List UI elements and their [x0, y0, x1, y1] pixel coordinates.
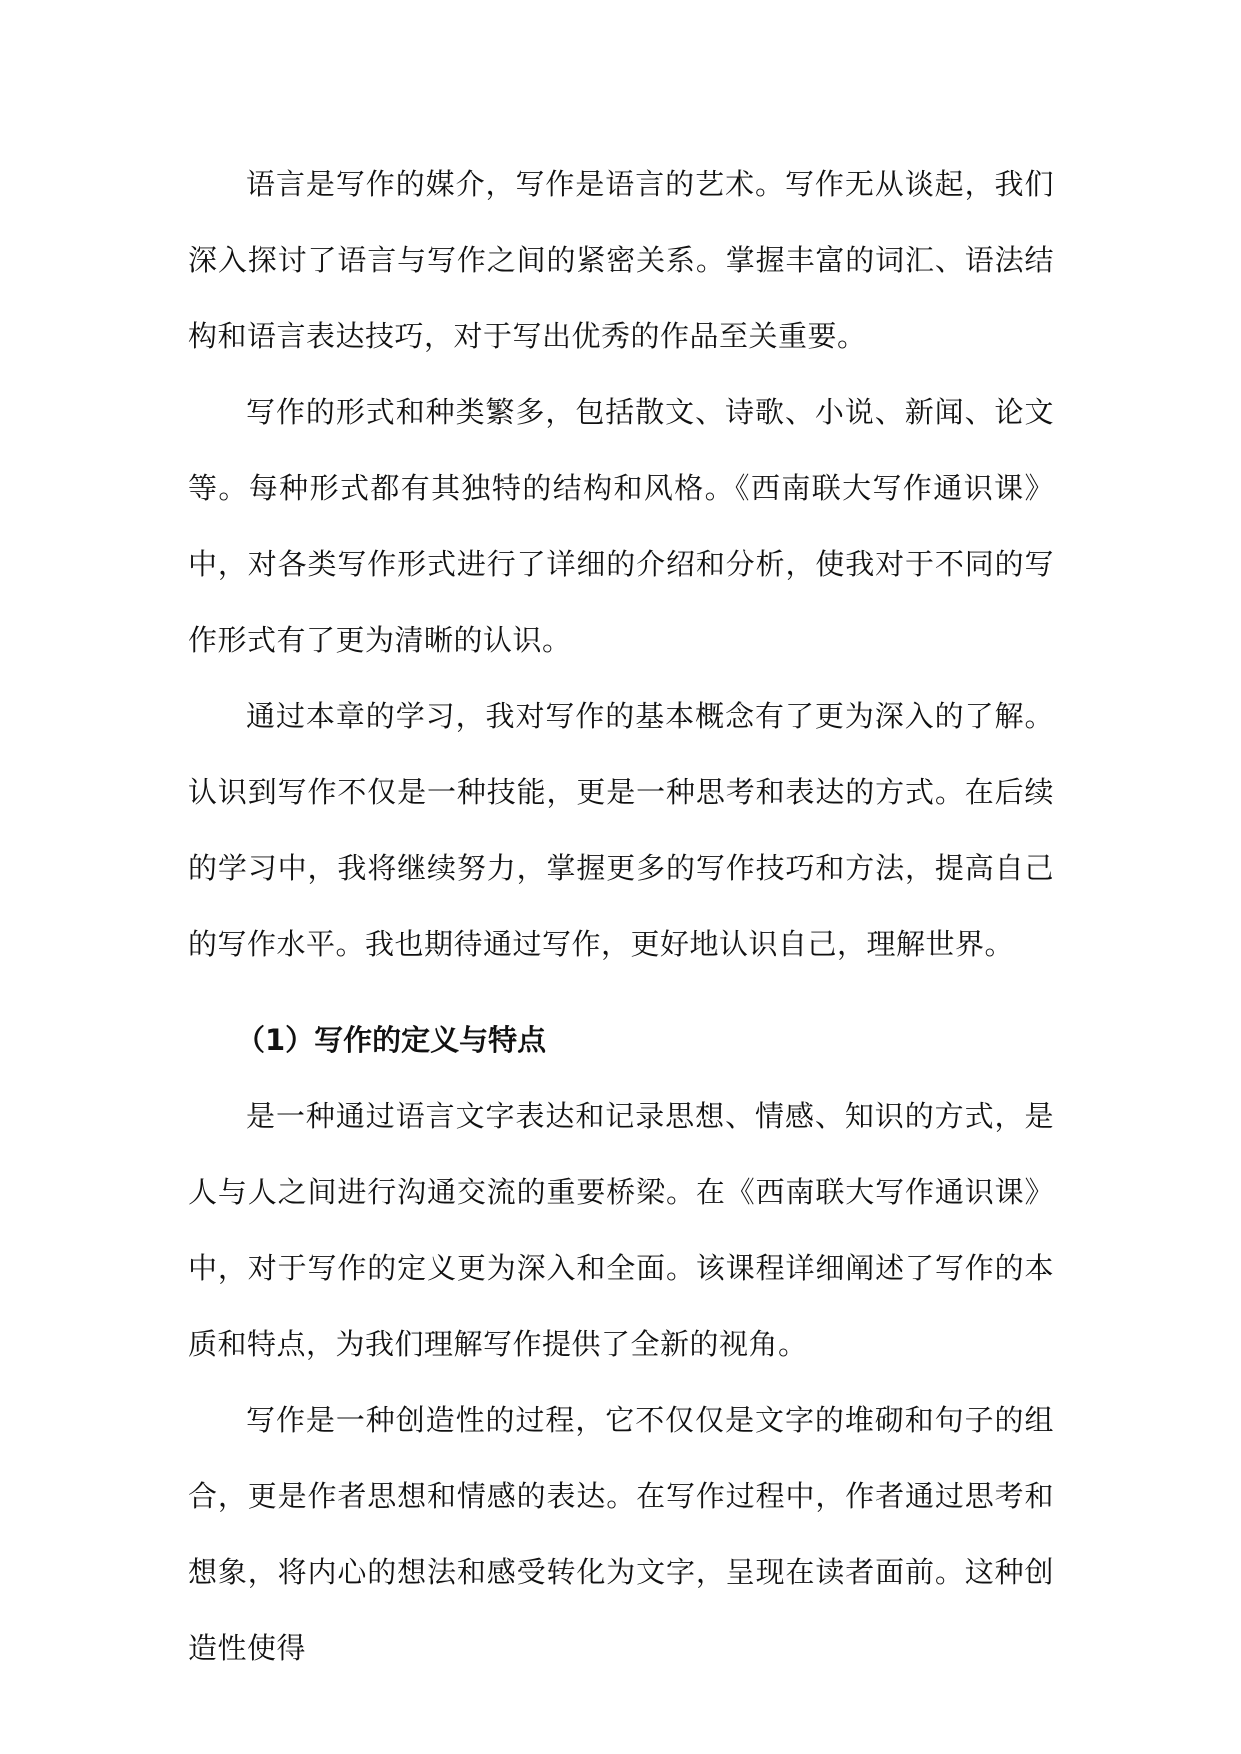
paragraph-language-and-writing: 语言是写作的媒介，写作是语言的艺术。写作无从谈起，我们深入探讨了语言与写作之间的紧密关系。掌握丰富的词汇、语法结构和语言表达技巧，对于写出优秀的作品至关重要。	[188, 167, 1054, 353]
document-body	[188, 146, 1054, 1686]
paragraph-chapter-summary: 通过本章的学习，我对写作的基本概念有了更为深入的了解。认识到写作不仅是一种技能，更是一种思考和表达的方式。在后续的学习中，我将继续努力，掌握更多的写作技巧和方法，提高自己的写作水平。我也期待通过写作，更好地认识自己，理解世界。	[188, 699, 1054, 961]
section-heading: （1）写作的定义与特点	[236, 1023, 547, 1057]
paragraph-writing-definition: 是一种通过语言文字表达和记录思想、情感、知识的方式，是人与人之间进行沟通交流的重要桥梁。在《西南联大写作通识课》中，对于写作的定义更为深入和全面。该课程详细阐述了写作的本质和特点，为我们理解写作提供了全新的视角。	[188, 1099, 1054, 1361]
paragraph-writing-forms: 写作的形式和种类繁多，包括散文、诗歌、小说、新闻、论文等。每种形式都有其独特的结构和风格。《西南联大写作通识课》中，对各类写作形式进行了详细的介绍和分析，使我对于不同的写作形式有了更为清晰的认识。	[188, 395, 1054, 657]
paragraph-writing-creativity: 写作是一种创造性的过程，它不仅仅是文字的堆砌和句子的组合，更是作者思想和情感的表达。在写作过程中，作者通过思考和想象，将内心的想法和感受转化为文字，呈现在读者面前。这种创造性使得	[188, 1403, 1054, 1665]
section-spacer	[188, 982, 1054, 1002]
